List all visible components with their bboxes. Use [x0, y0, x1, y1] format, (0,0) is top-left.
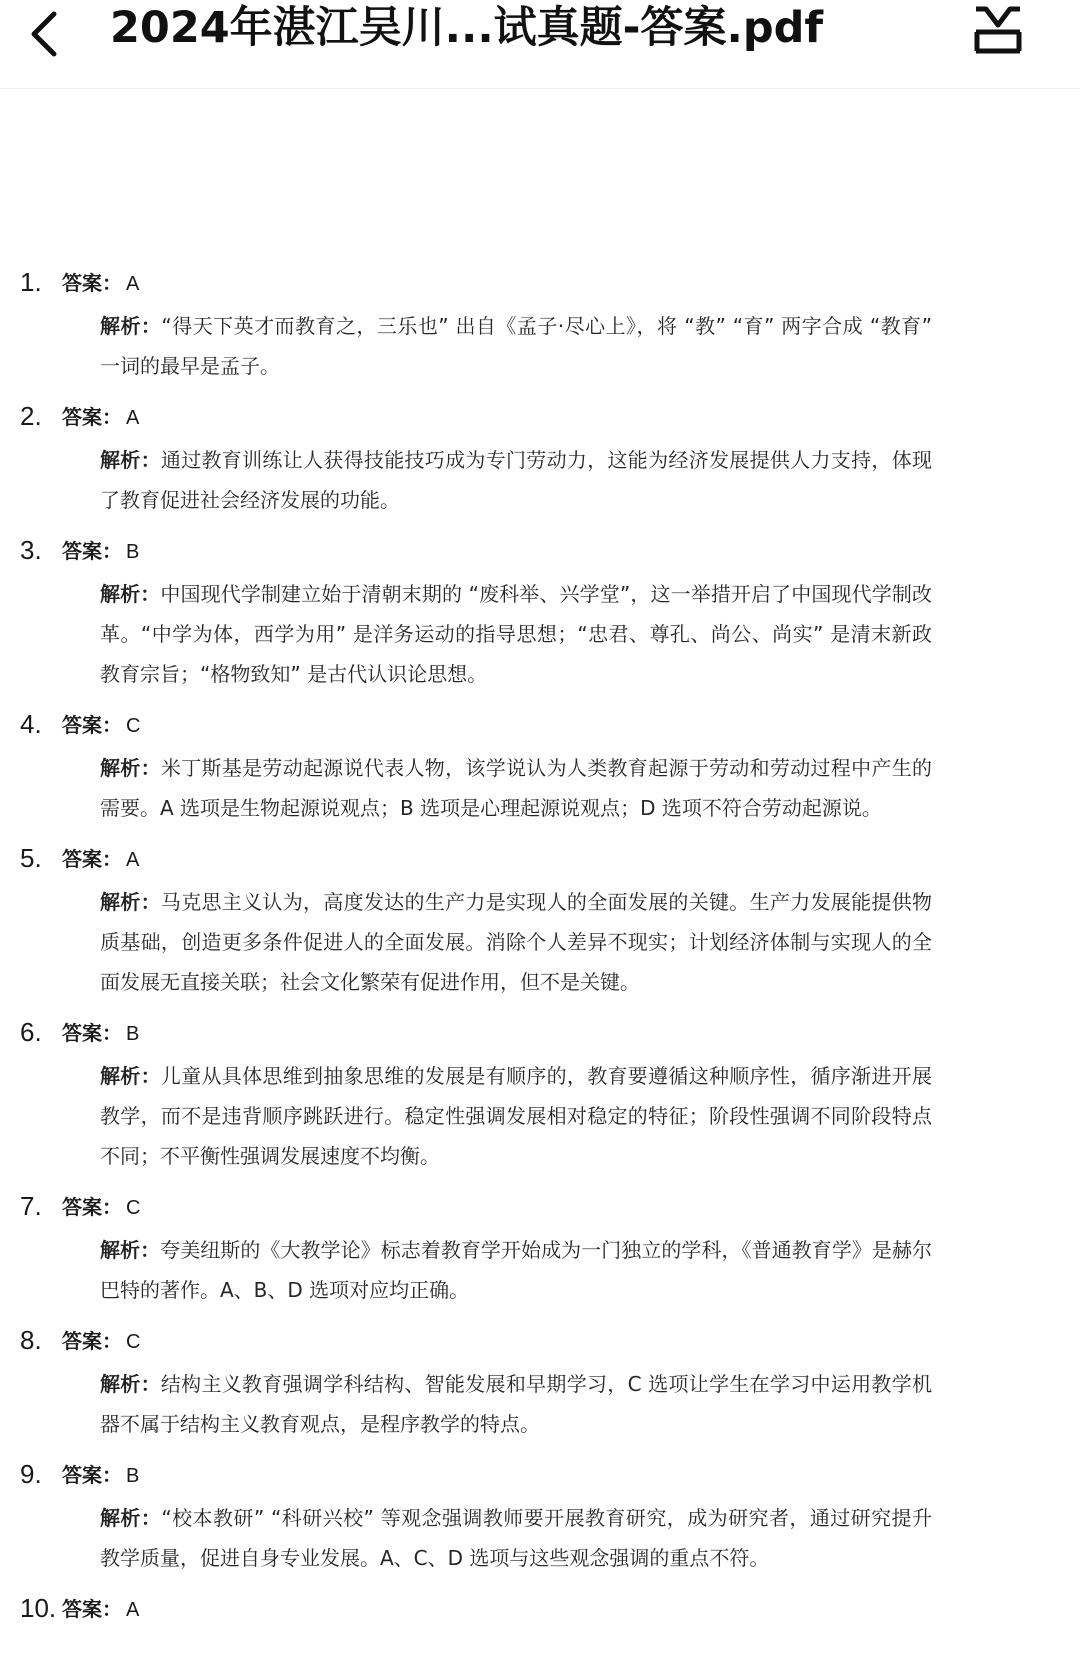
answer-item: [0, 1012, 1080, 1176]
pdf-page-content[interactable]: [0, 262, 1080, 1642]
analysis-text: 通过教育训练让人获得技能技巧成为专门劳动力，这能为经济发展提供人力支持，体现了教育促进社会经济发展的功能。: [100, 448, 933, 512]
answer-value: A: [126, 407, 140, 429]
answer-value: C: [126, 1331, 141, 1353]
analysis-text: 结构主义教育强调学科结构、智能发展和早期学习，C 选项让学生在学习中运用教学机器不属于结构主义教育观点，是程序教学的特点。: [100, 1372, 933, 1436]
question-header: [0, 838, 1080, 882]
question-number: 5.: [20, 843, 42, 873]
question-number: 7.: [20, 1191, 42, 1221]
answer-label: 答案：: [62, 1597, 122, 1621]
analysis-label: 解析：: [100, 314, 162, 338]
analysis-text: 夸美纽斯的《大教学论》标志着教育学开始成为一门独立的学科，《普通教育学》是赫尔巴特的著作。A、B、D 选项对应均正确。: [100, 1238, 933, 1302]
analysis-label: 解析：: [100, 1064, 161, 1088]
question-header: [0, 396, 1080, 440]
answer-value: C: [126, 715, 141, 737]
question-number: 9.: [20, 1459, 42, 1489]
analysis-text: 儿童从具体思维到抽象思维的发展是有顺序的，教育要遵循这种顺序性，循序渐进开展教学，而不是违背顺序跳跃进行。稳定性强调发展相对稳定的特征；阶段性强调不同阶段特点不同；不平衡性强调发展速度不均衡。: [100, 1064, 933, 1168]
analysis-label: 解析：: [100, 1372, 161, 1396]
answer-item: [0, 1588, 1080, 1632]
analysis-paragraph: [100, 574, 932, 694]
question-number: 8.: [20, 1325, 42, 1355]
menu-icon: [972, 5, 1024, 55]
question-number: 2.: [20, 401, 42, 431]
answer-item: [0, 704, 1080, 828]
answer-label: 答案：: [62, 713, 122, 737]
analysis-paragraph: [100, 748, 932, 828]
answer-line: [62, 838, 139, 881]
analysis-label: 解析：: [100, 1238, 161, 1262]
answer-line: [62, 396, 139, 439]
analysis-paragraph: [100, 1056, 932, 1176]
question-number: 3.: [20, 535, 42, 565]
answer-item: [0, 1454, 1080, 1578]
answer-item: [0, 838, 1080, 1002]
answer-value: B: [126, 1465, 140, 1487]
answer-label: 答案：: [62, 1329, 122, 1353]
question-header: [0, 1186, 1080, 1230]
answer-value: A: [126, 849, 140, 871]
answer-label: 答案：: [62, 405, 122, 429]
answer-item: [0, 1320, 1080, 1444]
analysis-text: “校本教研” “科研兴校” 等观念强调教师要开展教育研究，成为研究者，通过研究提升教学质量，促进自身专业发展。A、C、D 选项与这些观念强调的重点不符。: [100, 1506, 932, 1570]
answer-line: [62, 1186, 140, 1229]
question-header: [0, 530, 1080, 574]
analysis-paragraph: [100, 306, 932, 386]
answer-line: [62, 1588, 139, 1631]
chevron-left-icon: [26, 10, 62, 58]
answer-item: [0, 1186, 1080, 1310]
analysis-text: “得天下英才而教育之，三乐也” 出自《孟子·尽心上》，将 “教” “育” 两字合成 “教育” 一词的最早是孟子。: [100, 314, 932, 378]
analysis-label: 解析：: [100, 448, 161, 472]
analysis-label: 解析：: [100, 756, 161, 780]
answer-item: [0, 530, 1080, 694]
answer-line: [62, 1320, 140, 1363]
answer-line: [62, 262, 139, 305]
back-button[interactable]: [14, 4, 74, 64]
top-bar: [0, 0, 1080, 89]
answer-value: A: [126, 273, 140, 295]
analysis-label: 解析：: [100, 890, 161, 914]
analysis-paragraph: [100, 1364, 932, 1444]
answer-label: 答案：: [62, 271, 122, 295]
answer-label: 答案：: [62, 1195, 122, 1219]
answer-value: B: [126, 1023, 140, 1045]
question-number: 10.: [20, 1593, 57, 1623]
question-header: [0, 1588, 1080, 1632]
menu-button[interactable]: [966, 2, 1030, 58]
analysis-paragraph: [100, 440, 932, 520]
question-number: 1.: [20, 267, 42, 297]
answer-item: [0, 262, 1080, 386]
document-title: 2024年湛江吴川...试真题-答案.pdf: [110, 3, 824, 53]
analysis-paragraph: [100, 1498, 932, 1578]
answer-label: 答案：: [62, 539, 122, 563]
question-header: [0, 1454, 1080, 1498]
question-header: [0, 1012, 1080, 1056]
answer-label: 答案：: [62, 1021, 122, 1045]
question-header: [0, 704, 1080, 748]
answer-value: A: [126, 1599, 140, 1621]
analysis-text: 马克思主义认为，高度发达的生产力是实现人的全面发展的关键。生产力发展能提供物质基础，创造更多条件促进人的全面发展。消除个人差异不现实；计划经济体制与实现人的全面发展无直接关联；社会文化繁荣有促进作用，但不是关键。: [100, 890, 933, 994]
analysis-paragraph: [100, 1230, 932, 1310]
analysis-paragraph: [100, 882, 932, 1002]
answer-line: [62, 530, 139, 573]
answer-line: [62, 1454, 139, 1497]
answer-item: [0, 396, 1080, 520]
question-header: [0, 1320, 1080, 1364]
answer-line: [62, 704, 140, 747]
answer-line: [62, 1012, 139, 1055]
answer-value: C: [126, 1197, 141, 1219]
analysis-text: 中国现代学制建立始于清朝末期的 “废科举、兴学堂”，这一举措开启了中国现代学制改革。“中学为体，西学为用” 是洋务运动的指导思想；“忠君、尊孔、尚公、尚实” 是清末新政教育宗旨；“格物致知” 是古代认识论思想。: [100, 582, 932, 686]
answer-label: 答案：: [62, 1463, 122, 1487]
question-number: 6.: [20, 1017, 42, 1047]
answer-label: 答案：: [62, 847, 122, 871]
question-header: [0, 262, 1080, 306]
analysis-text: 米丁斯基是劳动起源说代表人物，该学说认为人类教育起源于劳动和劳动过程中产生的需要。A 选项是生物起源说观点；B 选项是心理起源说观点；D 选项不符合劳动起源说。: [100, 756, 933, 820]
answer-value: B: [126, 541, 140, 563]
question-number: 4.: [20, 709, 42, 739]
analysis-label: 解析：: [100, 1506, 162, 1530]
analysis-label: 解析：: [100, 582, 161, 606]
